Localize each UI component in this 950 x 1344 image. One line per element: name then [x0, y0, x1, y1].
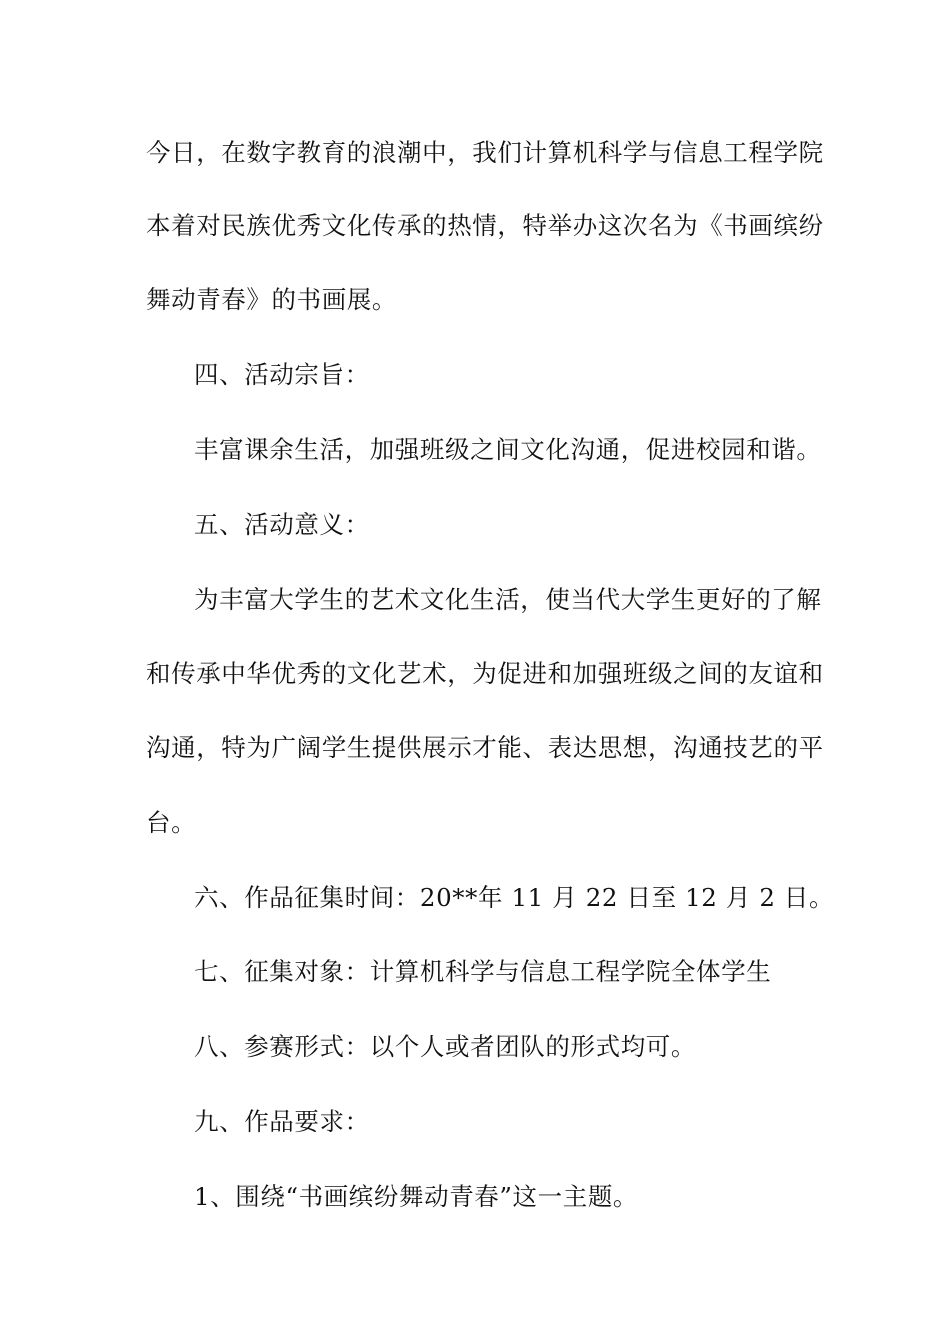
body-text-line: 台。	[146, 808, 197, 837]
list-item: 1、围绕“书画缤纷舞动青春”这一主题。	[194, 1182, 639, 1211]
body-text-line: 丰富课余生活，加强班级之间文化沟通，促进校园和谐。	[194, 435, 822, 464]
section-heading: 六、作品征集时间：20**年 11 月 22 日至 12 月 2 日。	[194, 883, 835, 912]
section-heading: 九、作品要求：	[194, 1107, 370, 1136]
section-heading: 四、活动宗旨：	[194, 360, 370, 389]
body-text-line: 舞动青春》的书画展。	[146, 285, 397, 314]
body-text-line: 本着对民族优秀文化传承的热情，特举办这次名为《书画缤纷	[146, 211, 824, 240]
body-text-line: 今日，在数字教育的浪潮中，我们计算机科学与信息工程学院	[146, 138, 824, 167]
section-heading: 七、征集对象：计算机科学与信息工程学院全体学生	[194, 957, 772, 986]
section-heading: 八、参赛形式：以个人或者团队的形式均可。	[194, 1032, 696, 1061]
section-heading: 五、活动意义：	[194, 510, 370, 539]
body-text-line: 和传承中华优秀的文化艺术，为促进和加强班级之间的友谊和	[146, 659, 824, 688]
body-text-line: 沟通，特为广阔学生提供展示才能、表达思想，沟通技艺的平	[146, 733, 824, 762]
body-text-line: 为丰富大学生的艺术文化生活，使当代大学生更好的了解	[194, 585, 822, 614]
